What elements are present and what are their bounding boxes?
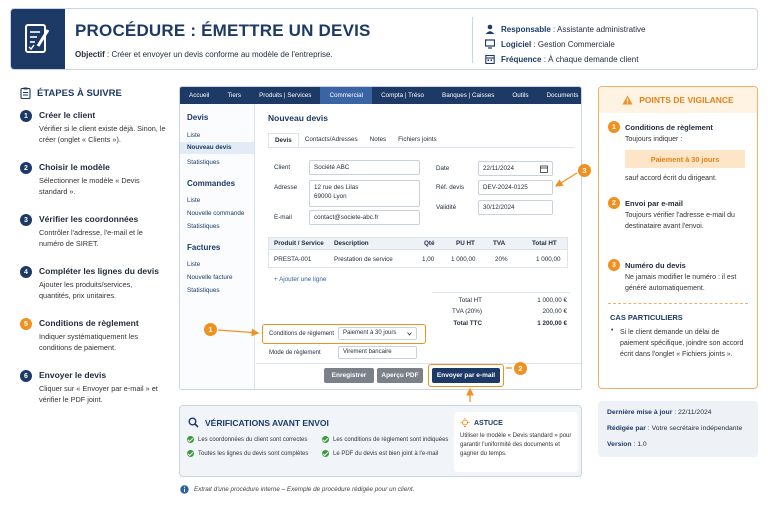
mode-label: Mode de règlement <box>269 350 321 356</box>
steps-title: ÉTAPES À SUIVRE <box>20 87 122 99</box>
vigilance-item-1-title: Conditions de règlement <box>625 123 713 132</box>
conditions-label: Conditions de règlement <box>269 331 335 337</box>
th-description: Description <box>334 240 369 247</box>
special-cases-title: CAS PARTICULIERS <box>610 313 683 322</box>
tab-fichiers[interactable]: Fichiers joints <box>398 136 437 143</box>
callout-1: 1 <box>204 323 217 336</box>
vigilance-item-2-title: Envoi par e-mail <box>625 199 683 208</box>
add-line-link[interactable]: + Ajouter une ligne <box>274 276 327 283</box>
th-total: Total HT <box>532 240 557 247</box>
send-email-button[interactable]: Envoyer par e-mail <box>432 368 500 383</box>
email-input[interactable]: contact@societe-abc.fr <box>309 210 420 225</box>
email-label: E-mail <box>274 214 292 221</box>
nav-accueil[interactable]: Accueil <box>189 92 210 99</box>
sidebar-section-factures: Factures <box>187 243 221 252</box>
check-item: Les conditions de règlement sont indiquées <box>322 436 448 443</box>
sidebar-section-commandes: Commandes <box>187 179 236 188</box>
date-label: Date <box>436 165 450 172</box>
footnote: Extrait d'une procédure interne – Exemple de procédure rédigée pour un client. <box>180 485 414 494</box>
check-icon <box>322 450 329 457</box>
vigilance-header: POINTS DE VIGILANCE <box>599 87 757 113</box>
tip-box: ASTUCE Utiliser le modèle « Devis standard » pour garantir l'uniformité des documents et gagner du temps. <box>454 412 578 472</box>
sidebar-section-devis: Devis <box>187 113 209 122</box>
nav-tiers[interactable]: Tiers <box>227 92 242 99</box>
meta-logiciel: Logiciel : Gestion Commerciale <box>485 39 615 49</box>
nav-outils[interactable]: Outils <box>512 92 529 99</box>
callout-2: 2 <box>514 362 527 375</box>
validity-label: Validité <box>436 204 457 211</box>
nav-produits[interactable]: Produits | Services <box>259 92 312 99</box>
main-title: Nouveau devis <box>268 113 328 123</box>
tab-contacts[interactable]: Contacts/Adresses <box>304 136 358 143</box>
sidebar-item-commandes-stats[interactable]: Statistiques <box>187 223 220 230</box>
ref-input[interactable]: DEV-2024-0125 <box>478 180 553 195</box>
th-produit: Produit / Service <box>274 240 324 247</box>
vigilance-panel: POINTS DE VIGILANCE 1 Conditions de règlement Toujours indiquer : Paiement à 30 jours sauf accord écrit du dirigeant. 2 Envoi par e-mail Toujours vérifier l'adresse e-mail du destinataire avant l'envoi. 3 Numéro du devis Ne jamais modifier le numéro : il est généré automatiquement. CAS PARTICULIERS • Si le client demande un délai de paiement spécifique, joindre son accord écrit dans l'onglet « Fichiers joints ». <box>598 86 758 389</box>
check-icon <box>322 436 329 443</box>
ref-label: Réf. devis <box>436 184 464 191</box>
sidebar-item-nouvelle-facture[interactable]: Nouvelle facture <box>187 274 233 281</box>
check-item: Les coordonnées du client sont correctes <box>187 436 307 443</box>
sidebar-item-factures-liste[interactable]: Liste <box>187 261 201 268</box>
verifications-panel <box>179 405 582 477</box>
vigilance-item-3-title: Numéro du devis <box>625 261 686 270</box>
magnifier-icon <box>188 417 199 428</box>
sidebar-item-devis-stats[interactable]: Statistiques <box>187 159 220 166</box>
check-icon <box>187 450 194 457</box>
warning-icon <box>622 95 633 105</box>
th-puht: PU HT <box>456 240 475 247</box>
validity-input[interactable]: 30/12/2024 <box>478 200 553 215</box>
th-qte: Qté <box>424 240 435 247</box>
verifications-title: VÉRIFICATIONS AVANT ENVOI <box>188 417 329 428</box>
save-button[interactable]: Enregistrer <box>324 368 374 383</box>
callout-3: 3 <box>578 164 591 177</box>
nav-banques[interactable]: Banques | Caisses <box>442 92 495 99</box>
check-item: Le PDF du devis est bien joint à l'e-mail <box>322 450 438 457</box>
vigilance-highlight: Paiement à 30 jours <box>625 150 745 168</box>
address-input[interactable]: 12 rue des Lilas 69000 Lyon <box>309 180 420 207</box>
date-input[interactable]: 22/11/2024 <box>478 161 553 176</box>
sidebar-item-devis-liste[interactable]: Liste <box>187 132 201 139</box>
objective: Objectif : Créer et envoyer un devis conforme au modèle de l'entreprise. <box>75 50 333 59</box>
sidebar-item-nouvelle-commande[interactable]: Nouvelle commande <box>187 210 245 217</box>
check-icon <box>187 436 194 443</box>
address-label: Adresse <box>274 184 298 191</box>
info-updated: Dernière mise à jour : 22/11/2024 <box>607 409 712 416</box>
preview-pdf-button[interactable]: Aperçu PDF <box>377 368 423 383</box>
page-title: PROCÉDURE : ÉMETTRE UN DEVIS <box>75 21 371 40</box>
tab-notes[interactable]: Notes <box>369 136 387 143</box>
conditions-select[interactable]: Paiement à 30 jours <box>338 327 417 340</box>
sidebar-item-factures-stats[interactable]: Statistiques <box>187 287 220 294</box>
mode-input[interactable]: Virement bancaire <box>338 346 417 359</box>
meta-responsable: Responsable : Assistante administrative <box>485 24 646 34</box>
th-tva: TVA <box>493 240 506 247</box>
info-author: Rédigée par : Votre secrétaire indépendante <box>607 425 743 432</box>
client-label: Client <box>274 164 291 171</box>
nav-documents[interactable]: Documents <box>546 92 579 99</box>
vigilance-divider <box>608 303 748 304</box>
sidebar-item-commandes-liste[interactable]: Liste <box>187 197 201 204</box>
nav-commercial[interactable]: Commercial <box>320 87 372 104</box>
info-icon <box>180 485 189 494</box>
info-panel <box>598 401 758 457</box>
check-item: Toutes les lignes du devis sont complètes <box>187 450 308 457</box>
client-input[interactable]: Société ABC <box>309 160 420 175</box>
meta-frequence: Fréquence : À chaque demande client <box>485 54 638 64</box>
app-window: Accueil Tiers Produits | Services Commercial Compta | Tréso Banques | Caisses Outils Documents Devis Liste Nouveau devis Statistiques Commandes Liste Nouvelle commande Statistiques Factures Liste Nouvelle facture Statistiques Nouveau devis Devis Contacts/Adresses Notes Fichiers joints Client Société ABC Adresse 12 rue des Lilas 69000 Lyon E-mail contact@societe-abc.fr Date 22/11/2024 Réf. devis DEV-2024-0125 Validité 30/12/2024 Produit / Service Description Qté PU HT TVA Total HT PRESTA-001 Prestation de service 1,00 1 000,00 20% 1 000,00 + Ajouter une ligne Total HT 1 000,00 € TVA (20%) 200,00 € Total TTC 1 200,00 € Conditions de règlement Paiement à 30 jours Mode de règlement Virement bancaire Enregistrer Aperçu PDF Envoyer par e-mail <box>179 86 582 390</box>
tip-text: Utiliser le modèle « Devis standard » pour garantir l'uniformité des documents et gagner du temps. <box>460 433 572 457</box>
tab-devis[interactable]: Devis <box>268 133 299 147</box>
lightbulb-icon <box>460 418 470 428</box>
info-version: Version : 1.0 <box>607 441 647 448</box>
nav-compta[interactable]: Compta | Tréso <box>381 92 424 99</box>
sidebar-item-nouveau-devis[interactable]: Nouveau devis <box>180 142 254 154</box>
special-cases-text: Si le client demande un délai de paiement spécifique, joindre son accord écrit dans l'onglet « Fichiers joints ». <box>620 329 744 358</box>
